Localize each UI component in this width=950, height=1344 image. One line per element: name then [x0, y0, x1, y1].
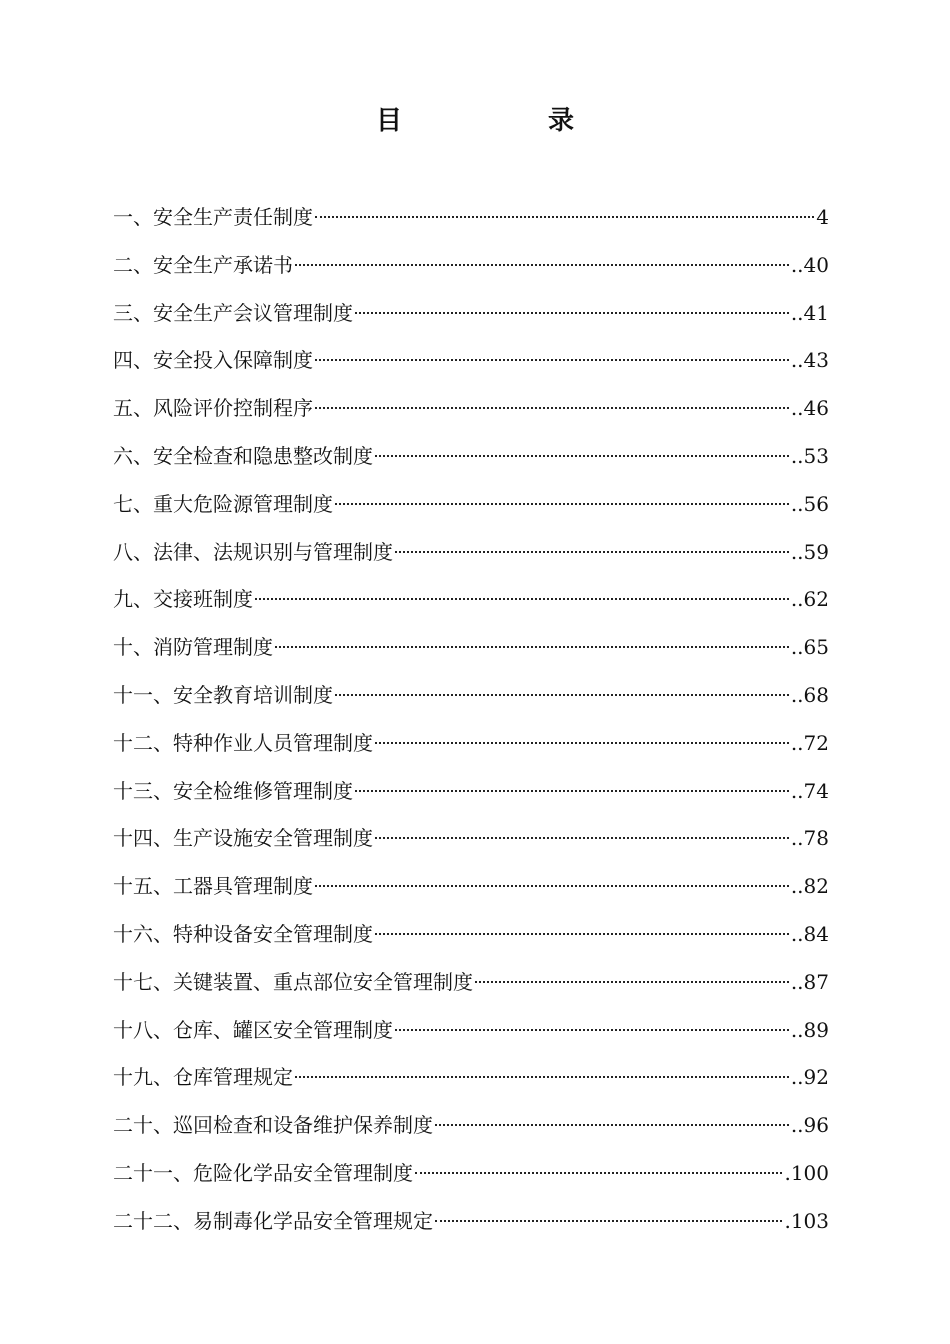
toc-entry-label: 四、安全投入保障制度 — [113, 348, 313, 373]
toc-entry-label: 九、交接班制度 — [113, 587, 253, 612]
toc-entry[interactable] — [113, 296, 829, 344]
toc-entry[interactable] — [113, 678, 829, 726]
toc-entry-label: 七、重大危险源管理制度 — [113, 491, 333, 516]
toc-entry[interactable] — [113, 582, 829, 630]
dot-leader — [315, 359, 789, 361]
toc-entry-page-number: ..84 — [790, 921, 829, 946]
dot-leader — [335, 694, 789, 696]
dot-leader — [375, 933, 789, 935]
toc-entry-page-number: ..62 — [790, 587, 829, 612]
toc-entry-page-number: ..56 — [790, 491, 829, 516]
toc-entry-page-number: ..72 — [790, 730, 829, 755]
toc-entry-page-number: ..40 — [790, 252, 829, 277]
toc-entry[interactable] — [113, 630, 829, 678]
dot-leader — [415, 1172, 782, 1174]
toc-entry[interactable] — [113, 965, 829, 1013]
toc-entry[interactable] — [113, 1060, 829, 1108]
dot-leader — [335, 503, 789, 505]
dot-leader — [315, 407, 789, 409]
toc-entry-page-number: ..87 — [790, 969, 829, 994]
toc-entry-page-number: ..59 — [790, 539, 829, 564]
dot-leader — [375, 837, 789, 839]
toc-entry[interactable] — [113, 1156, 829, 1204]
toc-entry-label: 十三、安全检维修管理制度 — [113, 778, 353, 803]
toc-entry-page-number: ..82 — [790, 874, 829, 899]
dot-leader — [375, 742, 789, 744]
toc-entry-label: 十一、安全教育培训制度 — [113, 682, 333, 707]
toc-entry[interactable] — [113, 439, 829, 487]
toc-entry[interactable] — [113, 869, 829, 917]
toc-entry-page-number: ..92 — [790, 1065, 829, 1090]
toc-entry-label: 三、安全生产会议管理制度 — [113, 300, 353, 325]
toc-entry-page-number: ..46 — [790, 396, 829, 421]
toc-entry[interactable] — [113, 821, 829, 869]
toc-entry-label: 十八、仓库、罐区安全管理制度 — [113, 1017, 393, 1042]
toc-entry-label: 一、安全生产责任制度 — [113, 205, 313, 229]
toc-entry-label: 六、安全检查和隐患整改制度 — [113, 443, 373, 468]
dot-leader — [395, 1029, 789, 1031]
toc-entry[interactable] — [113, 248, 829, 296]
dot-leader — [355, 790, 789, 792]
toc-entry[interactable] — [113, 917, 829, 965]
toc-entry-label: 十四、生产设施安全管理制度 — [113, 826, 373, 851]
toc-entry-label: 十七、关键装置、重点部位安全管理制度 — [113, 969, 473, 994]
toc-entry-label: 二十、巡回检查和设备维护保养制度 — [113, 1113, 433, 1138]
toc-entry[interactable] — [113, 487, 829, 535]
toc-entry[interactable] — [113, 535, 829, 583]
toc-entry-label: 二、安全生产承诺书 — [113, 252, 293, 277]
toc-entry[interactable] — [113, 343, 829, 391]
toc-entry-label: 二十二、易制毒化学品安全管理规定 — [113, 1208, 433, 1233]
toc-entry-page-number: ..68 — [790, 682, 829, 707]
toc-entry-page-number: ..53 — [790, 443, 829, 468]
toc-entry-label: 五、风险评价控制程序 — [113, 396, 313, 421]
toc-title: 目 录 — [375, 106, 634, 136]
toc-entry-page-number: ..96 — [790, 1113, 829, 1138]
toc-entry[interactable] — [113, 1108, 829, 1156]
toc-entry-page-number: ..78 — [790, 826, 829, 851]
toc-entry-page-number: ..65 — [790, 635, 829, 660]
toc-entry-label: 十九、仓库管理规定 — [113, 1065, 293, 1090]
toc-entry[interactable] — [113, 391, 829, 439]
dot-leader — [315, 216, 814, 218]
toc-entry[interactable] — [113, 1204, 829, 1252]
toc-entry[interactable] — [113, 200, 829, 248]
dot-leader — [475, 981, 789, 983]
dot-leader — [435, 1124, 789, 1126]
toc-entry-page-number: ..89 — [790, 1017, 829, 1042]
toc-entry-page-number: 4 — [816, 205, 829, 229]
dot-leader — [355, 312, 789, 314]
dot-leader — [395, 551, 789, 553]
dot-leader — [295, 264, 789, 266]
dot-leader — [295, 1076, 789, 1078]
toc-entry-label: 八、法律、法规识别与管理制度 — [113, 539, 393, 564]
toc-list — [113, 200, 829, 1252]
dot-leader — [275, 646, 789, 648]
toc-entry-label: 十五、工器具管理制度 — [113, 874, 313, 899]
toc-entry[interactable] — [113, 726, 829, 774]
toc-entry-page-number: .100 — [784, 1160, 829, 1185]
toc-entry-page-number: ..74 — [790, 778, 829, 803]
toc-entry-label: 十六、特种设备安全管理制度 — [113, 921, 373, 946]
toc-entry-page-number: .103 — [784, 1208, 829, 1233]
toc-entry-label: 十二、特种作业人员管理制度 — [113, 730, 373, 755]
toc-entry-page-number: ..43 — [790, 348, 829, 373]
toc-entry-page-number: ..41 — [790, 300, 829, 325]
dot-leader — [435, 1220, 782, 1222]
toc-entry-label: 二十一、危险化学品安全管理制度 — [113, 1160, 413, 1185]
toc-entry[interactable] — [113, 1013, 829, 1061]
dot-leader — [315, 885, 789, 887]
dot-leader — [375, 455, 789, 457]
dot-leader — [255, 598, 789, 600]
toc-entry[interactable] — [113, 774, 829, 822]
toc-entry-label: 十、消防管理制度 — [113, 635, 273, 660]
